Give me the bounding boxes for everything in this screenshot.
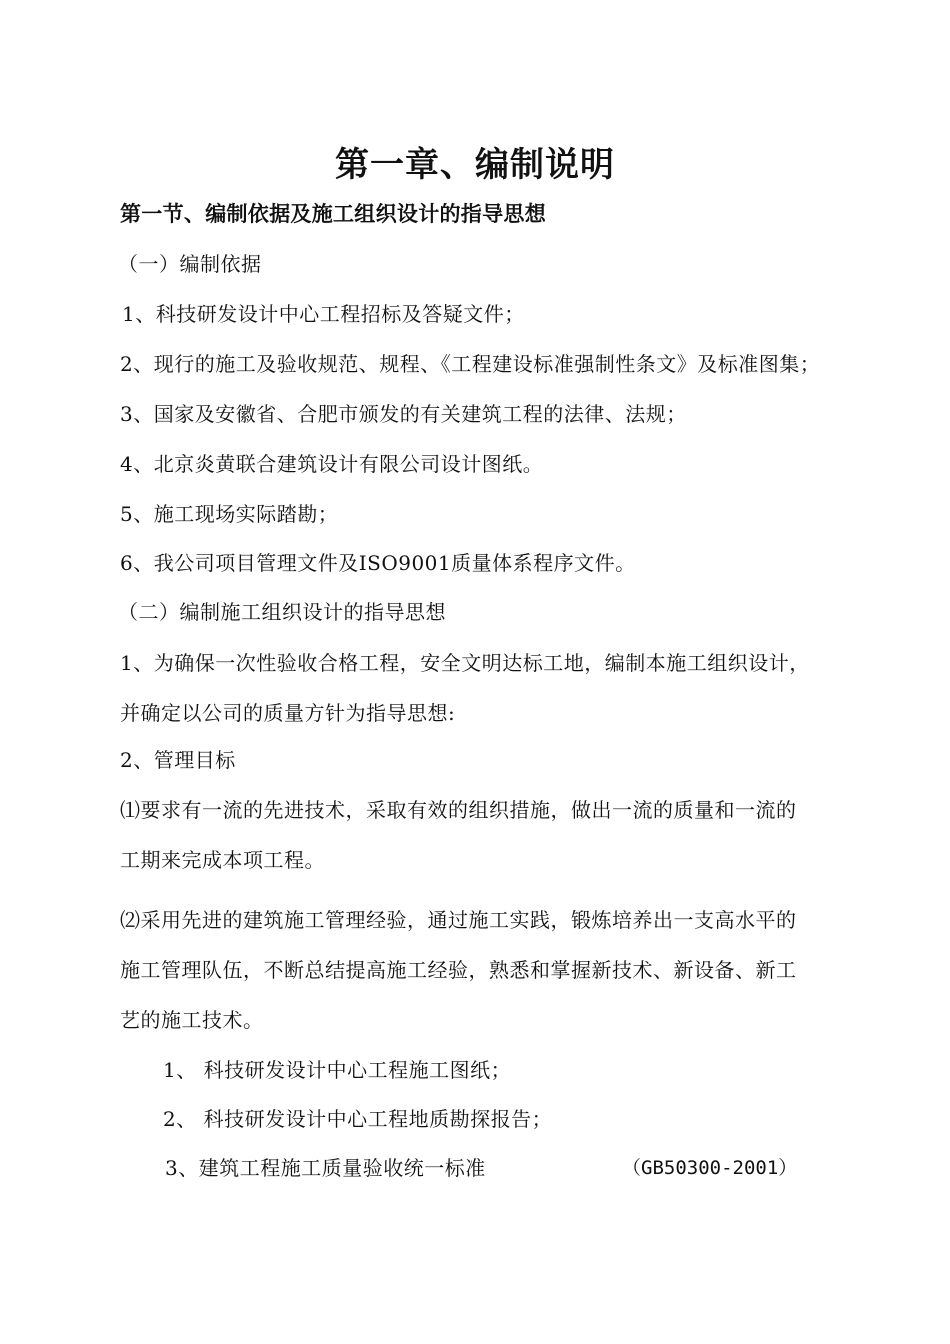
section-title: 第一节、编制依据及施工组织设计的指导思想 (120, 202, 546, 226)
chapter-title: 第一章、编制说明 (335, 145, 615, 185)
basis-item-5: 5、施工现场实际踏勘； (120, 502, 339, 526)
basis-item-4: 4、北京炎黄联合建筑设计有限公司设计图纸。 (120, 452, 544, 476)
reference-item-1: 1、 科技研发设计中心工程施工图纸； (163, 1058, 512, 1082)
guidance-heading: （二）编制施工组织设计的指导思想 (118, 600, 446, 624)
reference-item-3: 3、建筑工程施工质量验收统一标准 (165, 1156, 486, 1180)
reference-item-2: 2、 科技研发设计中心工程地质勘探报告； (163, 1107, 553, 1131)
basis-heading: （一）编制依据 (118, 252, 262, 276)
basis-item-1: 1、科技研发设计中心工程招标及答疑文件； (122, 302, 525, 326)
goal-2-line-3: 艺的施工技术。 (120, 1008, 264, 1032)
goal-1-line-2: 工期来完成本项工程。 (120, 848, 325, 872)
guidance-item-1-line-2: 并确定以公司的质量方针为指导思想: (120, 701, 456, 725)
basis-item-6: 6、我公司项目管理文件及ISO9001质量体系程序文件。 (120, 551, 636, 575)
guidance-item-1-line-1: 1、为确保一次性验收合格工程，安全文明达标工地，编制本施工组织设计， (120, 651, 810, 675)
reference-item-3-standard-code: （GB50300-2001） (622, 1157, 798, 1179)
basis-item-2: 2、现行的施工及验收规范、规程、《工程建设标准强制性条文》及标准图集； (120, 352, 821, 376)
goal-2-line-2: 施工管理队伍，不断总结提高施工经验，熟悉和掌握新技术、新设备、新工 (120, 958, 797, 982)
goal-2-line-1: ⑵采用先进的建筑施工管理经验，通过施工实践，锻炼培养出一支高水平的 (120, 908, 797, 932)
basis-item-3: 3、国家及安徽省、合肥市颁发的有关建筑工程的法律、法规； (120, 402, 687, 426)
goal-1-line-1: ⑴要求有一流的先进技术，采取有效的组织措施，做出一流的质量和一流的 (120, 798, 797, 822)
guidance-item-2: 2、管理目标 (120, 748, 236, 772)
